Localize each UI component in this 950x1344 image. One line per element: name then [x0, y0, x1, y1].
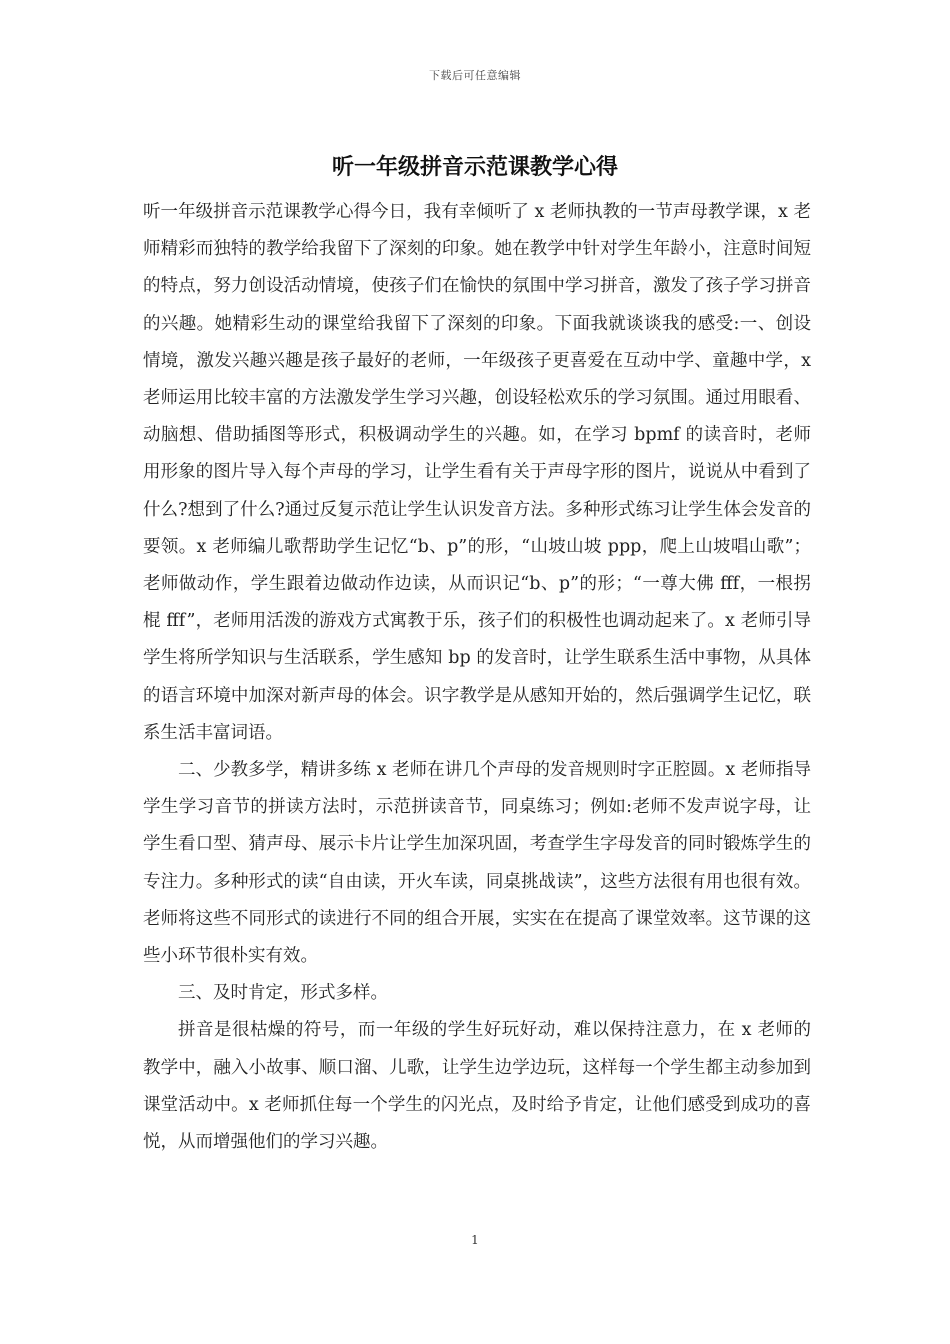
paragraph-section-three-heading: 三、及时肯定，形式多样。 — [178, 983, 388, 1004]
paragraph-section-three: 拼音是很枯燥的符号，而一年级的学生好玩好动，难以保持注意力，在 x 老师的教学中，融入小故事、顺口溜、儿歌，让学生边学边玩，这样每一个学生都主动参加到课堂活动中。x 老师抓住每一个学生的闪光点，及时给予肯定，让他们感受到成功的喜悦，从而增强他们的学习兴趣。 — [143, 1020, 811, 1153]
document-title: 听一年级拼音示范课教学心得 — [331, 155, 618, 180]
page-number: 1 — [471, 1233, 479, 1247]
document-body — [143, 194, 811, 1161]
header-note: 下载后可任意编辑 — [429, 69, 521, 82]
paragraph-intro: 听一年级拼音示范课教学心得今日，我有幸倾听了 x 老师执教的一节声母教学课，x 老师精彩而独特的教学给我留下了深刻的印象。她在教学中针对学生年龄小，注意时间短的特点，努力创设活动情境，使孩子们在愉快的氛围中学习拼音，激发了孩子学习拼音的兴趣。她精彩生动的课堂给我留下了深刻的印象。下面我就谈谈我的感受:一、创设情境，激发兴趣兴趣是孩子最好的老师，一年级孩子更喜爱在互动中学、童趣中学，x 老师运用比较丰富的方法激发学生学习兴趣，创设轻松欢乐的学习氛围。通过用眼看、动脑想、借助插图等形式，积极调动学生的兴趣。如，在学习 bpmf 的读音时，老师用形象的图片导入每个声母的学习，让学生看有关于声母字形的图片，说说从中看到了什么?想到了什么?通过反复示范让学生认识发音方法。多种形式练习让学生体会发音的要领。x 老师编儿歌帮助学生记忆“b、p”的形，“山坡山坡 ppp，爬上山坡唱山歌”；老师做动作，学生跟着边做动作边读，从而识记“b、p”的形；“一尊大佛 fff，一根拐棍 fff”，老师用活泼的游戏方式寓教于乐，孩子们的积极性也调动起来了。x 老师引导学生将所学知识与生活联系，学生感知 bp 的发音时，让学生联系生活中事物，从具体的语言环境中加深对新声母的体会。识字教学是从感知开始的，然后强调学生记忆，联系生活丰富词语。 — [143, 202, 811, 743]
paragraph-section-two: 二、少教多学，精讲多练 x 老师在讲几个声母的发音规则时字正腔圆。x 老师指导学生学习音节的拼读方法时，示范拼读音节，同桌练习；例如:老师不发声说字母，让学生看口型、猜声母、展示卡片让学生加深巩固，考查学生字母发音的同时锻炼学生的专注力。多种形式的读“自由读，开火车读，同桌挑战读”，这些方法很有用也很有效。老师将这些不同形式的读进行不同的组合开展，实实在在提高了课堂效率。这节课的这些小环节很朴实有效。 — [143, 760, 811, 967]
